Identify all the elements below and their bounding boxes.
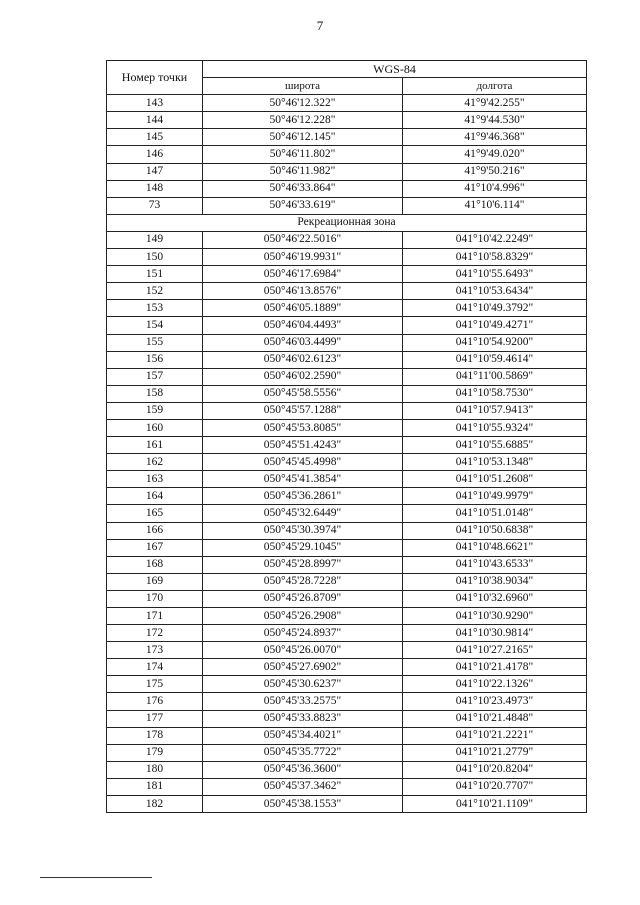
cell-point-number: 157 <box>107 368 203 385</box>
cell-longitude: 041°10'57.9413" <box>403 402 587 419</box>
table-row <box>107 334 587 351</box>
cell-latitude: 050°45'33.2575" <box>203 693 403 710</box>
cell-point-number: 173 <box>107 642 203 659</box>
cell-point-number: 156 <box>107 351 203 368</box>
cell-point-number: 159 <box>107 402 203 419</box>
cell-point-number: 146 <box>107 146 203 163</box>
cell-latitude: 050°46'19.9931" <box>203 249 403 266</box>
cell-point-number: 151 <box>107 266 203 283</box>
cell-point-number: 169 <box>107 573 203 590</box>
cell-longitude: 041°10'21.2221" <box>403 727 587 744</box>
cell-longitude: 041°10'38.9034" <box>403 573 587 590</box>
cell-longitude: 41°10'6.114" <box>403 197 587 214</box>
table-body-zone <box>107 231 587 812</box>
table-row <box>107 539 587 556</box>
cell-latitude: 50°46'33.619" <box>203 197 403 214</box>
zone-section <box>107 214 587 231</box>
cell-longitude: 041°10'50.6838" <box>403 522 587 539</box>
cell-point-number: 163 <box>107 471 203 488</box>
cell-longitude: 041°10'55.9324" <box>403 419 587 436</box>
cell-longitude: 041°10'42.2249" <box>403 231 587 248</box>
cell-longitude: 041°10'49.9979" <box>403 488 587 505</box>
cell-longitude: 041°10'59.4614" <box>403 351 587 368</box>
cell-point-number: 170 <box>107 590 203 607</box>
table-row <box>107 761 587 778</box>
table-row <box>107 112 587 129</box>
cell-latitude: 050°46'13.8576" <box>203 283 403 300</box>
cell-point-number: 168 <box>107 556 203 573</box>
cell-point-number: 176 <box>107 693 203 710</box>
table-body-before-zone <box>107 95 587 215</box>
cell-longitude: 041°10'53.6434" <box>403 283 587 300</box>
cell-latitude: 050°45'35.7722" <box>203 744 403 761</box>
cell-longitude: 041°10'32.6960" <box>403 590 587 607</box>
cell-longitude: 41°10'4.996" <box>403 180 587 197</box>
cell-longitude: 41°9'50.216" <box>403 163 587 180</box>
table-row <box>107 266 587 283</box>
table-row <box>107 129 587 146</box>
header-point-number: Номер точки <box>107 61 203 95</box>
cell-longitude: 041°10'21.4178" <box>403 659 587 676</box>
cell-longitude: 041°10'30.9814" <box>403 625 587 642</box>
cell-latitude: 050°45'30.6237" <box>203 676 403 693</box>
table-row <box>107 590 587 607</box>
cell-latitude: 050°46'03.4499" <box>203 334 403 351</box>
table-row <box>107 95 587 112</box>
cell-point-number: 177 <box>107 710 203 727</box>
cell-latitude: 50°46'12.228" <box>203 112 403 129</box>
table-row <box>107 471 587 488</box>
cell-point-number: 182 <box>107 796 203 813</box>
cell-longitude: 41°9'44.530" <box>403 112 587 129</box>
cell-latitude: 050°45'27.6902" <box>203 659 403 676</box>
table-row <box>107 744 587 761</box>
table-row <box>107 300 587 317</box>
cell-latitude: 050°45'34.4021" <box>203 727 403 744</box>
cell-latitude: 050°45'26.2908" <box>203 608 403 625</box>
cell-latitude: 50°46'12.322" <box>203 95 403 112</box>
cell-latitude: 050°45'37.3462" <box>203 778 403 795</box>
table-row <box>107 488 587 505</box>
cell-latitude: 050°45'51.4243" <box>203 437 403 454</box>
cell-longitude: 041°10'20.8204" <box>403 761 587 778</box>
table-row <box>107 608 587 625</box>
cell-latitude: 050°45'28.7228" <box>203 573 403 590</box>
table-row <box>107 454 587 471</box>
cell-latitude: 050°45'29.1045" <box>203 539 403 556</box>
zone-title-row <box>107 214 587 231</box>
table-row <box>107 146 587 163</box>
table-row <box>107 283 587 300</box>
table-row <box>107 556 587 573</box>
table-row <box>107 437 587 454</box>
table-row <box>107 368 587 385</box>
header-latitude: широта <box>203 78 403 95</box>
cell-longitude: 41°9'49.020" <box>403 146 587 163</box>
cell-longitude: 041°10'55.6493" <box>403 266 587 283</box>
table-row <box>107 796 587 813</box>
table-row <box>107 573 587 590</box>
cell-latitude: 050°45'38.1553" <box>203 796 403 813</box>
cell-latitude: 050°46'22.5016" <box>203 231 403 248</box>
header-longitude: долгота <box>403 78 587 95</box>
table-row <box>107 402 587 419</box>
cell-latitude: 50°46'33.864" <box>203 180 403 197</box>
cell-longitude: 41°9'42.255" <box>403 95 587 112</box>
cell-longitude: 041°10'49.4271" <box>403 317 587 334</box>
cell-point-number: 152 <box>107 283 203 300</box>
cell-point-number: 174 <box>107 659 203 676</box>
table-row <box>107 351 587 368</box>
cell-longitude: 041°10'53.1348" <box>403 454 587 471</box>
cell-longitude: 041°10'30.9290" <box>403 608 587 625</box>
cell-longitude: 041°10'22.1326" <box>403 676 587 693</box>
cell-point-number: 162 <box>107 454 203 471</box>
cell-point-number: 158 <box>107 385 203 402</box>
cell-latitude: 050°45'36.2861" <box>203 488 403 505</box>
cell-latitude: 050°46'02.2590" <box>203 368 403 385</box>
cell-point-number: 153 <box>107 300 203 317</box>
cell-latitude: 050°45'45.4998" <box>203 454 403 471</box>
table-row <box>107 163 587 180</box>
table-row <box>107 385 587 402</box>
cell-latitude: 50°46'12.145" <box>203 129 403 146</box>
cell-point-number: 175 <box>107 676 203 693</box>
cell-longitude: 041°11'00.5869" <box>403 368 587 385</box>
cell-longitude: 041°10'51.0148" <box>403 505 587 522</box>
cell-longitude: 041°10'27.2165" <box>403 642 587 659</box>
cell-longitude: 041°10'21.4848" <box>403 710 587 727</box>
cell-latitude: 050°46'05.1889" <box>203 300 403 317</box>
cell-point-number: 149 <box>107 231 203 248</box>
cell-latitude: 050°45'41.3854" <box>203 471 403 488</box>
cell-latitude: 50°46'11.982" <box>203 163 403 180</box>
table-row <box>107 522 587 539</box>
cell-longitude: 041°10'49.3792" <box>403 300 587 317</box>
footnote-separator <box>40 877 152 878</box>
coordinates-table <box>106 60 587 813</box>
cell-point-number: 147 <box>107 163 203 180</box>
cell-latitude: 050°45'32.6449" <box>203 505 403 522</box>
table-row <box>107 778 587 795</box>
cell-latitude: 050°45'53.8085" <box>203 419 403 436</box>
cell-longitude: 041°10'43.6533" <box>403 556 587 573</box>
cell-latitude: 050°45'26.8709" <box>203 590 403 607</box>
cell-point-number: 73 <box>107 197 203 214</box>
cell-latitude: 050°45'24.8937" <box>203 625 403 642</box>
page-number: 7 <box>316 18 324 33</box>
cell-latitude: 50°46'11.802" <box>203 146 403 163</box>
cell-longitude: 041°10'54.9200" <box>403 334 587 351</box>
header-coordinate-system: WGS-84 <box>203 61 587 78</box>
table-row <box>107 642 587 659</box>
cell-point-number: 164 <box>107 488 203 505</box>
cell-point-number: 165 <box>107 505 203 522</box>
cell-point-number: 178 <box>107 727 203 744</box>
cell-longitude: 041°10'58.7530" <box>403 385 587 402</box>
table-header <box>107 61 587 95</box>
cell-point-number: 180 <box>107 761 203 778</box>
cell-latitude: 050°45'57.1288" <box>203 402 403 419</box>
cell-latitude: 050°45'30.3974" <box>203 522 403 539</box>
cell-latitude: 050°45'58.5556" <box>203 385 403 402</box>
table-row <box>107 197 587 214</box>
cell-point-number: 154 <box>107 317 203 334</box>
table-row <box>107 727 587 744</box>
cell-point-number: 160 <box>107 419 203 436</box>
table-row <box>107 625 587 642</box>
cell-point-number: 171 <box>107 608 203 625</box>
table-row <box>107 180 587 197</box>
table-row <box>107 249 587 266</box>
cell-longitude: 041°10'21.1109" <box>403 796 587 813</box>
cell-point-number: 181 <box>107 778 203 795</box>
cell-longitude: 041°10'58.8329" <box>403 249 587 266</box>
table-row <box>107 419 587 436</box>
cell-latitude: 050°45'28.8997" <box>203 556 403 573</box>
cell-latitude: 050°45'26.0070" <box>203 642 403 659</box>
cell-longitude: 041°10'51.2608" <box>403 471 587 488</box>
cell-latitude: 050°46'17.6984" <box>203 266 403 283</box>
cell-point-number: 145 <box>107 129 203 146</box>
table-row <box>107 710 587 727</box>
zone-title: Рекреационная зона <box>107 214 587 231</box>
cell-latitude: 050°45'33.8823" <box>203 710 403 727</box>
table-row <box>107 231 587 248</box>
table-row <box>107 693 587 710</box>
cell-point-number: 148 <box>107 180 203 197</box>
cell-point-number: 150 <box>107 249 203 266</box>
cell-longitude: 041°10'20.7707" <box>403 778 587 795</box>
cell-point-number: 161 <box>107 437 203 454</box>
cell-latitude: 050°46'04.4493" <box>203 317 403 334</box>
cell-latitude: 050°46'02.6123" <box>203 351 403 368</box>
cell-longitude: 041°10'23.4973" <box>403 693 587 710</box>
cell-longitude: 41°9'46.368" <box>403 129 587 146</box>
table-row <box>107 505 587 522</box>
cell-latitude: 050°45'36.3600" <box>203 761 403 778</box>
cell-point-number: 167 <box>107 539 203 556</box>
table-row <box>107 676 587 693</box>
table-row <box>107 317 587 334</box>
cell-point-number: 172 <box>107 625 203 642</box>
table-row <box>107 659 587 676</box>
cell-point-number: 143 <box>107 95 203 112</box>
cell-point-number: 166 <box>107 522 203 539</box>
cell-longitude: 041°10'55.6885" <box>403 437 587 454</box>
cell-longitude: 041°10'48.6621" <box>403 539 587 556</box>
cell-point-number: 144 <box>107 112 203 129</box>
cell-point-number: 155 <box>107 334 203 351</box>
cell-point-number: 179 <box>107 744 203 761</box>
cell-longitude: 041°10'21.2779" <box>403 744 587 761</box>
